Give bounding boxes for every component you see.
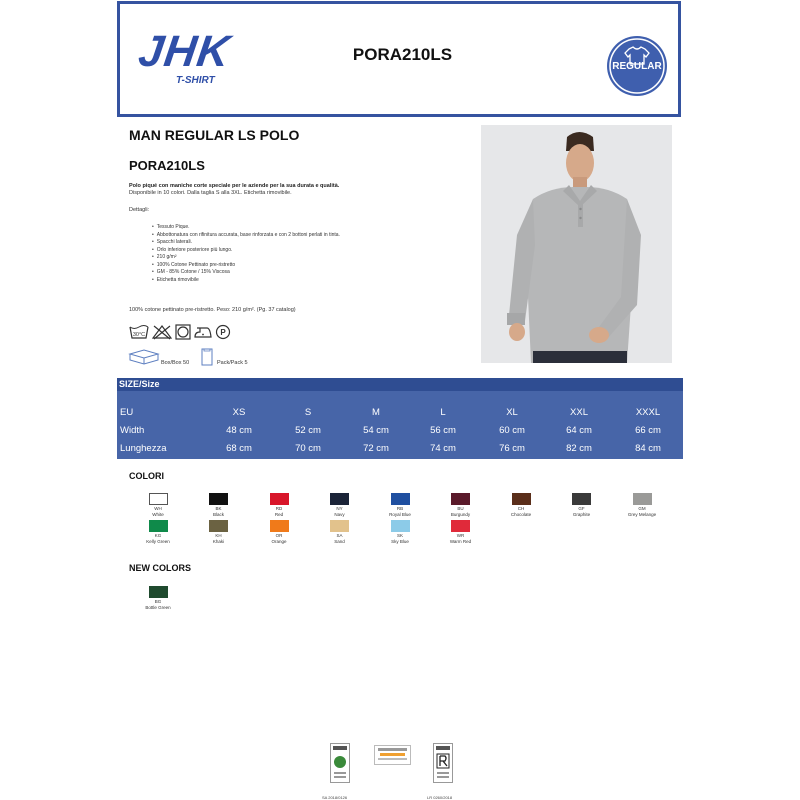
product-description: Disponibile in 10 colori. Dalla taglia S alla 3XL. Etichetta rimovibile. <box>129 190 292 196</box>
details-list <box>152 224 340 284</box>
product-title: MAN REGULAR LS POLO <box>129 127 300 143</box>
size-row-label: Width <box>120 425 145 436</box>
color-name: Burgundy <box>450 512 471 517</box>
color-swatch <box>270 493 289 505</box>
model-image <box>481 125 672 363</box>
brand-sub-label: T-SHIRT <box>176 75 215 86</box>
color-name: Red <box>274 512 284 517</box>
size-cell: 72 cm <box>363 443 389 454</box>
color-code: RB <box>396 506 404 511</box>
size-cell: 66 cm <box>635 425 661 436</box>
size-row-label: Lunghezza <box>120 443 167 454</box>
box-label: Box/Box 50 <box>161 360 190 366</box>
size-cell: XXXL <box>635 407 661 418</box>
color-swatch <box>391 520 410 532</box>
color-name: Royal Blue <box>389 512 411 517</box>
size-cell: 84 cm <box>635 443 661 454</box>
header-product-code: PORA210LS <box>352 45 453 64</box>
color-name: Warm Red <box>449 539 472 544</box>
size-cell: 56 cm <box>430 425 456 436</box>
size-cell: S <box>304 407 312 418</box>
size-cell: 48 cm <box>226 425 252 436</box>
color-swatch <box>451 493 470 505</box>
size-cell: XL <box>506 407 518 418</box>
size-cell: 68 cm <box>226 443 252 454</box>
composition-text: 100% cotone pettinato pre-ristretto. Peso: 210 g/m². (Pg. 37 catalog) <box>129 307 296 313</box>
color-name: Grey Melange <box>627 512 657 517</box>
color-swatch <box>633 493 652 505</box>
color-swatch <box>330 493 349 505</box>
list-item: • Orlo inferiore posteriore più lungo. <box>152 247 340 255</box>
pack-icon <box>201 348 213 371</box>
color-name: Graphite <box>572 512 591 517</box>
color-swatch <box>149 586 168 598</box>
product-photo <box>481 125 672 363</box>
iron-icon <box>194 324 212 340</box>
colors-heading: COLORI <box>129 471 164 481</box>
cert-code: SA 2018/0126 <box>322 795 348 800</box>
tumble-dry-icon <box>175 324 191 340</box>
list-item: • Spacchi laterali. <box>152 239 340 247</box>
svg-text:P: P <box>220 328 226 337</box>
list-item: • GM - 85% Cotone / 15% Viscosa <box>152 269 340 277</box>
confidence-textiles-cert-icon <box>374 745 411 765</box>
color-code: WH <box>154 506 162 511</box>
size-cell: 54 cm <box>363 425 389 436</box>
wash-30-icon <box>129 324 149 340</box>
product-description-bold: Polo piqué con maniche corte speciale per le aziende per la sua durata e qualità. <box>129 183 340 189</box>
size-table-header <box>117 378 683 391</box>
color-name: Chocolate <box>510 512 532 517</box>
size-cell: 70 cm <box>295 443 321 454</box>
color-name: Sand <box>334 539 345 544</box>
size-cell: 74 cm <box>430 443 456 454</box>
color-name: Khaki <box>212 539 225 544</box>
color-name: Navy <box>334 512 345 517</box>
oeko-tex-cert-icon <box>330 743 350 783</box>
list-item: • Tessuto Pique. <box>152 224 340 232</box>
size-row-label: EU <box>120 407 134 418</box>
color-swatch <box>330 520 349 532</box>
color-swatch <box>451 520 470 532</box>
color-name: Kelly Green <box>146 539 170 544</box>
color-name: White <box>152 512 164 517</box>
registered-mark-cert-icon <box>433 743 453 783</box>
list-item: • 100% Cotone Pettinato pre-ristretto <box>152 262 340 270</box>
color-swatch <box>270 520 289 532</box>
color-code: BK <box>215 506 222 511</box>
details-label: Dettagli: <box>129 207 150 213</box>
list-item: • Abbottonatura con rifinitura accurata, base rinforzata e con 2 bottoni perlati in tinta. <box>152 232 340 240</box>
color-code: GF <box>578 506 585 511</box>
list-item: • Etichetta rimovibile <box>152 277 340 285</box>
color-code: KG <box>154 533 162 538</box>
color-name: Bottle Green <box>145 605 171 610</box>
size-table-title: SIZE/Size <box>119 379 160 389</box>
color-code: SA <box>336 533 343 538</box>
color-swatch <box>149 520 168 532</box>
list-item: • 210 g/m² <box>152 254 340 262</box>
size-cell: 52 cm <box>295 425 321 436</box>
size-cell: XS <box>232 407 246 418</box>
pack-label: Pack/Pack 5 <box>217 360 248 366</box>
color-swatch <box>572 493 591 505</box>
no-bleach-icon <box>152 324 172 340</box>
color-code: BU <box>457 506 464 511</box>
size-cell: 64 cm <box>566 425 592 436</box>
color-swatch <box>512 493 531 505</box>
svg-text:30°C: 30°C <box>132 332 146 338</box>
color-swatch <box>209 520 228 532</box>
size-cell: 82 cm <box>566 443 592 454</box>
product-code: PORA210LS <box>129 158 205 173</box>
brand-logo: JHK <box>135 27 234 76</box>
color-code: CH <box>517 506 525 511</box>
color-code: OR <box>275 533 283 538</box>
color-code: GM <box>638 506 646 511</box>
dry-clean-p-icon <box>215 324 231 340</box>
size-cell: M <box>372 407 380 418</box>
color-code: SK <box>396 533 403 538</box>
color-swatch <box>391 493 410 505</box>
color-code: KH <box>215 533 222 538</box>
color-code: WR <box>456 533 465 538</box>
color-name: Orange <box>271 539 287 544</box>
fit-badge-label: REGULAR <box>612 61 662 72</box>
color-code: BG <box>154 599 162 604</box>
box-icon <box>128 349 160 370</box>
color-name: Sky Blue <box>391 539 409 544</box>
color-name: Black <box>212 512 224 517</box>
cert-code: LR 0260/2018 <box>427 795 453 800</box>
color-code: RD <box>275 506 283 511</box>
new-colors-heading: NEW COLORS <box>129 563 191 573</box>
color-swatch <box>209 493 228 505</box>
color-swatch <box>149 493 168 505</box>
care-icons <box>129 324 231 340</box>
size-cell: 76 cm <box>499 443 525 454</box>
size-cell: L <box>440 407 446 418</box>
color-code: NY <box>336 506 343 511</box>
size-cell: XXL <box>570 407 588 418</box>
size-cell: 60 cm <box>499 425 525 436</box>
